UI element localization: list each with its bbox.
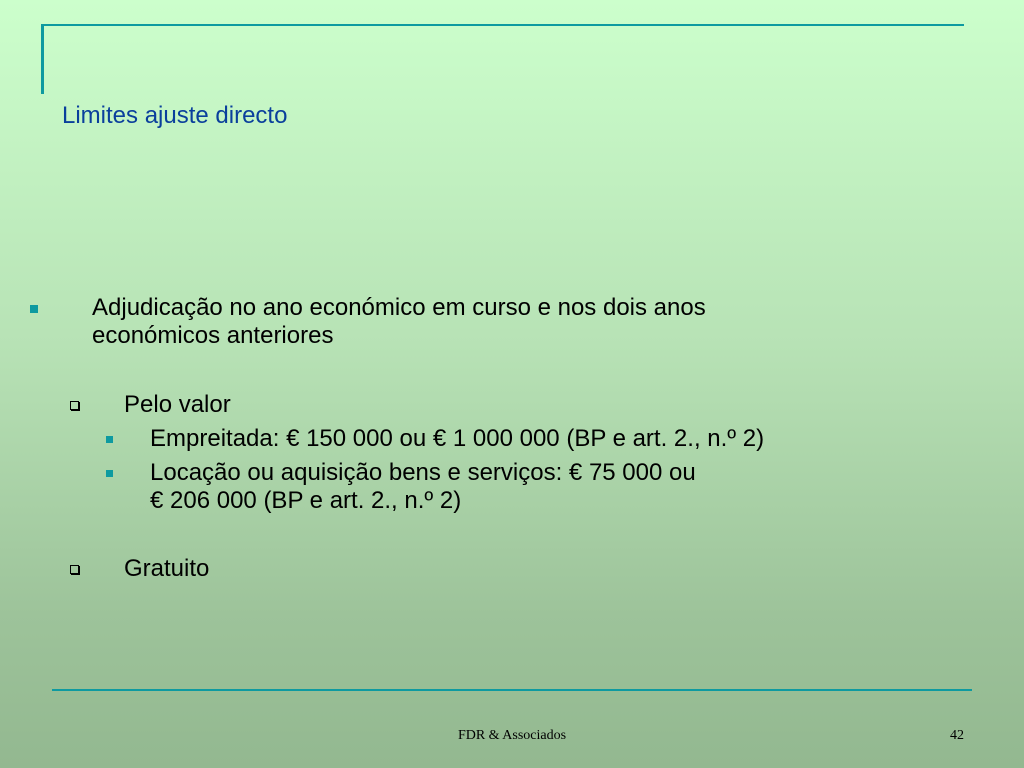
bullet-text-line1: Locação ou aquisição bens e serviços: € 75 000 ou <box>150 459 696 486</box>
hollow-square-bullet-icon <box>70 565 79 574</box>
slide-title: Limites ajuste directo <box>62 102 288 129</box>
frame-left-rule <box>41 24 44 94</box>
bullet-text-line1: Adjudicação no ano económico em curso e nos dois anos <box>92 294 706 321</box>
bullet-text: Empreitada: € 150 000 ou € 1 000 000 (BP e art. 2., n.º 2) <box>150 425 765 452</box>
bullet-text: Gratuito <box>124 555 210 582</box>
square-bullet-icon <box>30 305 38 313</box>
page-number: 42 <box>950 728 964 743</box>
bullet-text: Pelo valor <box>124 391 231 418</box>
frame-top-rule <box>42 24 964 26</box>
bullet-text-line2: € 206 000 (BP e art. 2., n.º 2) <box>150 487 462 514</box>
square-bullet-icon <box>106 436 113 443</box>
square-bullet-icon <box>106 470 113 477</box>
bullet-text-line2: económicos anteriores <box>92 322 334 349</box>
hollow-square-bullet-icon <box>70 401 79 410</box>
footer-text: FDR & Associados <box>457 728 567 743</box>
frame-bottom-rule <box>52 689 972 691</box>
bullet-text <box>92 294 706 350</box>
bullet-text <box>150 459 696 515</box>
